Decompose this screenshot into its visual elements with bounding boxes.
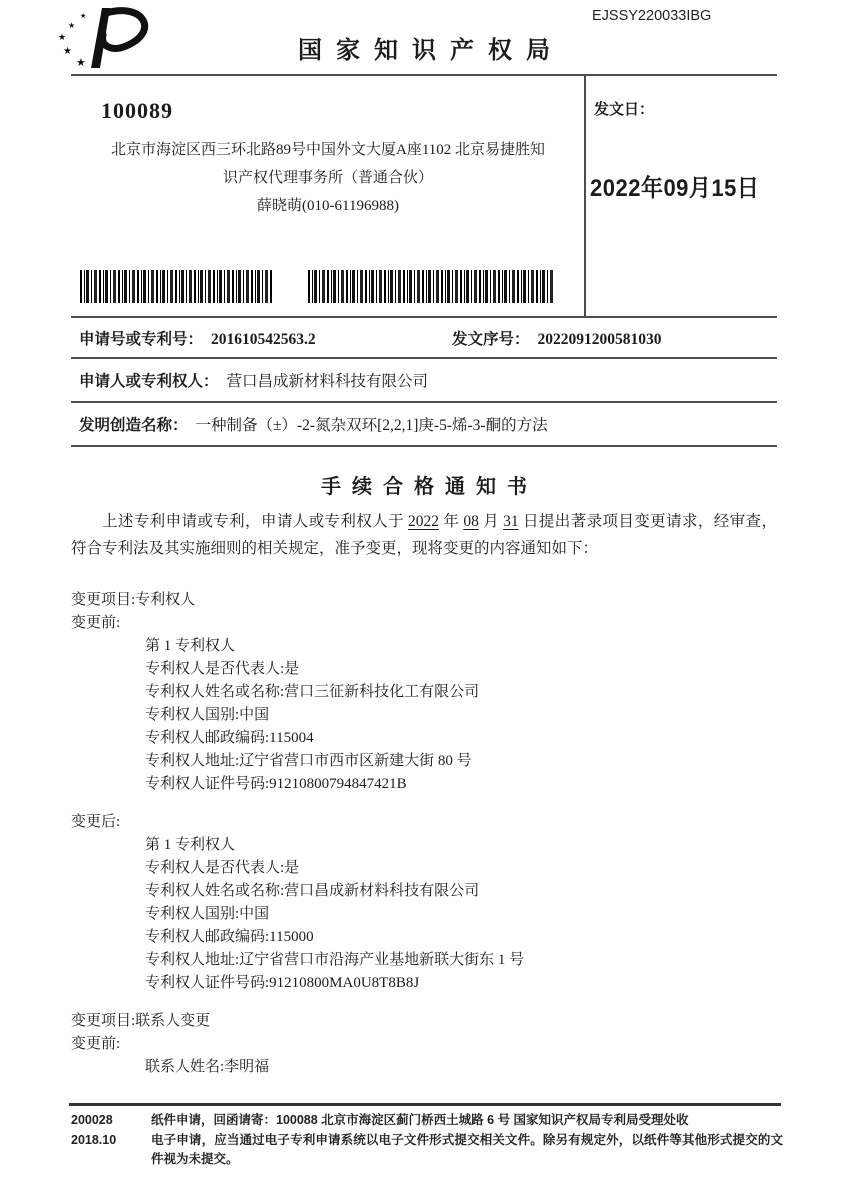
notice-body-text: 上述专利申请或专利，申请人或专利权人于 [102,513,405,530]
svg-text:★: ★ [58,33,67,43]
form-date: 2018.10 [71,1132,117,1147]
invention-title-label: 发明创造名称： [79,417,188,434]
detail-line: 专利权人姓名或名称:营口三征新科技化工有限公司 [145,684,480,700]
detail-line: 专利权人地址:辽宁省营口市西市区新建大街 80 号 [145,753,472,769]
detail-line: 专利权人证件号码:91210800794847421B [145,776,407,792]
before-change-lines-2 [145,1056,777,1079]
change-item-label: 变更项目:专利权人 [71,592,196,608]
applicant-label: 申请人或专利权人： [79,373,219,390]
invention-title-value: 一种制备（±）-2-氮杂双环[2,2,1]庚-5-烯-3-酮的方法 [195,417,548,434]
svg-text:★: ★ [68,21,76,30]
application-number-label: 申请号或专利号： [79,330,204,348]
footer-notes [151,1111,783,1170]
day-unit: 日 [522,513,539,530]
dispatch-date-label: 发文日： [594,102,655,118]
detail-line: 专利权人地址:辽宁省营口市沿海产业基地新联大街东 1 号 [145,952,525,968]
address-line-2: 识产权代理事务所（普通合伙） [222,170,433,186]
notice-body-text-2: 提出著录项目变更请求，经审查，符合专利法及其实施细则的相关规定，准予变更，现将变更的内容通知如下： [71,513,777,557]
footer [71,1111,785,1170]
detail-line: 专利权人国别:中国 [145,707,270,723]
month-unit: 月 [482,513,500,530]
svg-text:★: ★ [76,56,86,69]
detail-line: 联系人姓名:李明福 [145,1059,270,1075]
detail-line: 专利权人证件号码:91210800MA0U8T8B8J [145,975,420,991]
change-day: 31 [503,513,519,530]
year-unit: 年 [443,513,460,530]
invention-title-row [71,403,777,447]
detail-line: 第 1 专利权人 [145,638,236,654]
addressee-box [71,74,777,318]
document-code: EJSSY220033IBG [592,8,712,24]
application-number-row [71,318,777,359]
svg-text:★: ★ [63,46,72,57]
dispatch-serial-value: 2022091200581030 [537,330,662,348]
detail-line: 专利权人是否代表人:是 [145,860,300,876]
change-month: 08 [463,513,479,530]
address-line-1: 北京市海淀区西三环北路89号中国外文大厦A座1102 北京易捷胜知 [110,142,546,158]
paper-filing-note: 纸件申请，回函请寄：100088 北京市海淀区蓟门桥西土城路 6 号 国家知识产权局专利局受理处收 [151,1113,689,1127]
detail-line: 专利权人邮政编码:115000 [145,929,314,945]
change-details [71,589,777,1079]
form-codes [71,1111,151,1170]
barcode-left [80,270,273,303]
detail-line: 第 1 专利权人 [145,837,236,853]
detail-line: 专利权人是否代表人:是 [145,661,300,677]
detail-line: 专利权人国别:中国 [145,906,270,922]
after-change-lines [145,834,777,995]
notice-body [71,508,777,562]
notice-title: 手续合格通知书 [321,476,538,498]
addressee-address [71,136,585,220]
footer-rule [69,1103,781,1106]
before-change-lines [145,635,777,796]
detail-line: 专利权人邮政编码:115004 [145,730,314,746]
barcode-right [308,270,554,303]
dispatch-date-value: 2022年09月15日 [590,174,760,202]
electronic-filing-note: 电子申请，应当通过电子专利申请系统以电子文件形式提交相关文件。除另有规定外，以纸件等其他形式提交的文件视为未提交。 [151,1132,783,1166]
detail-line: 专利权人姓名或名称:营口昌成新材料科技有限公司 [145,883,480,899]
addressee-postcode: 100089 [101,98,173,123]
application-number-value: 201610542563.2 [211,330,316,348]
before-change-label-2: 变更前: [71,1036,121,1052]
office-title: 国家知识产权局 [298,38,564,64]
svg-text:★: ★ [80,12,87,20]
change-year: 2022 [408,513,440,530]
before-change-label: 变更前: [71,615,121,631]
applicant-row [71,359,777,403]
after-change-label: 变更后: [71,814,121,830]
applicant-value: 营口昌成新材料科技有限公司 [226,373,429,390]
change-item-label-2: 变更项目:联系人变更 [71,1013,211,1029]
form-code: 200028 [71,1113,113,1127]
dispatch-serial-label: 发文序号： [452,330,530,348]
address-line-3: 薛晓萌(010-61196988) [257,198,399,214]
